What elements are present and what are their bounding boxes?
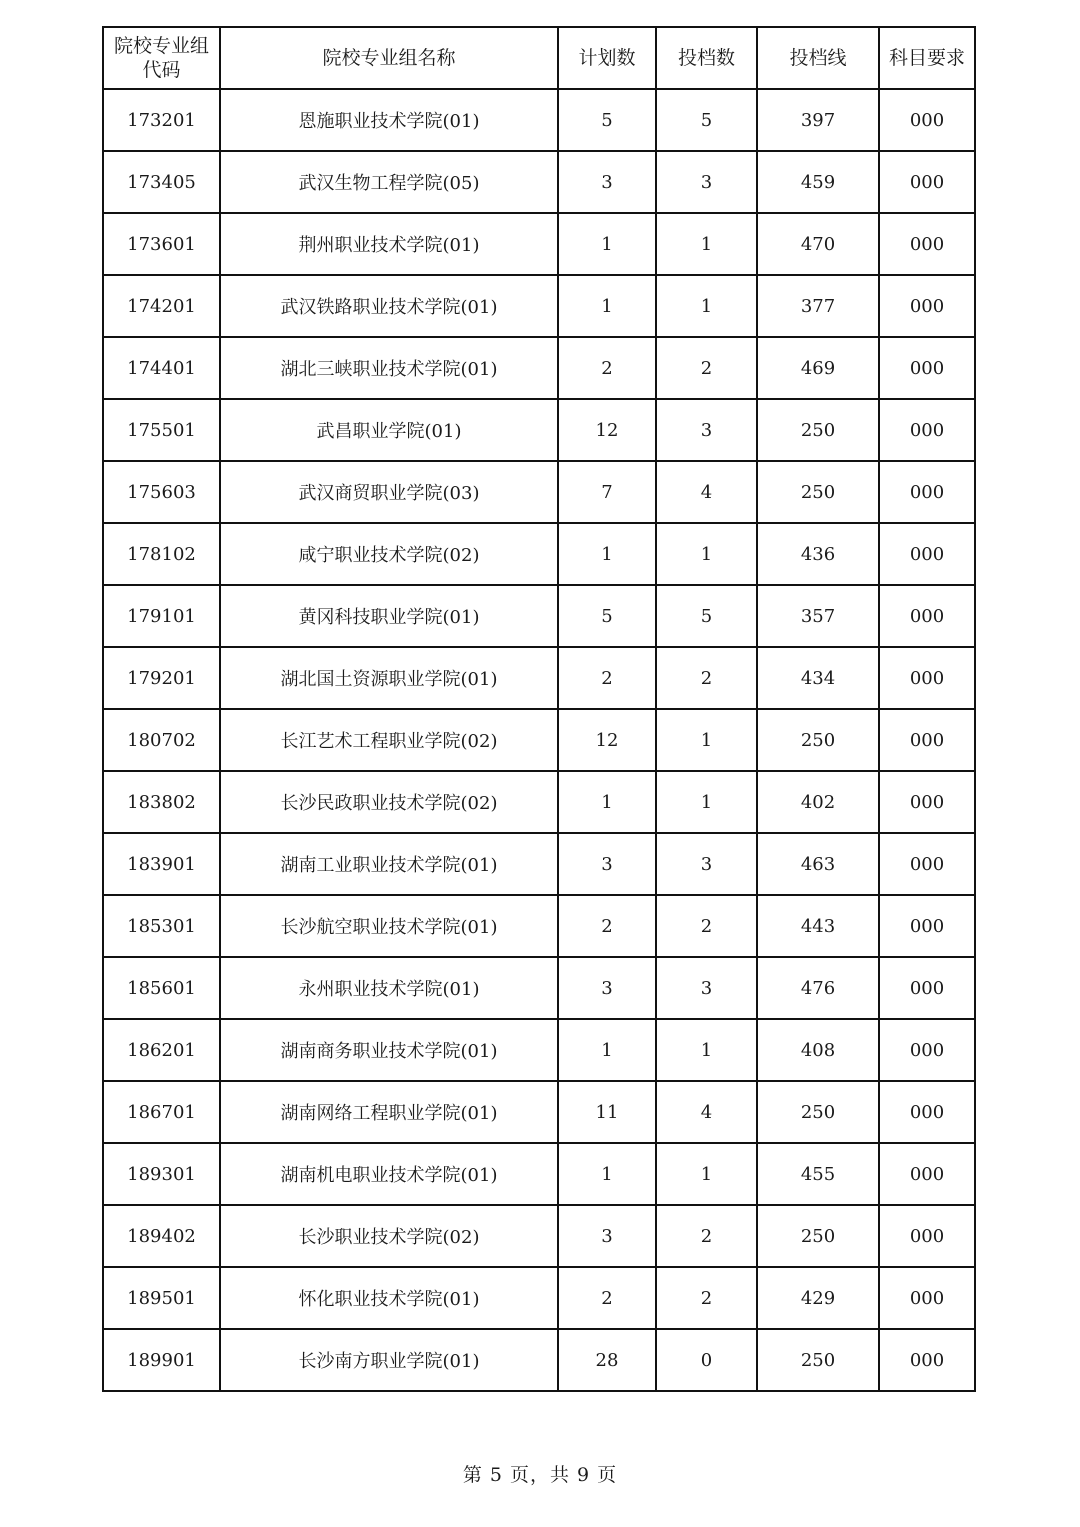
cell-subject: 000 — [879, 275, 975, 337]
cell-code: 185301 — [103, 895, 220, 957]
cell-count: 0 — [656, 1329, 757, 1391]
cell-name: 怀化职业技术学院(01) — [220, 1267, 558, 1329]
cell-code: 189901 — [103, 1329, 220, 1391]
cell-subject: 000 — [879, 833, 975, 895]
cell-subject: 000 — [879, 1019, 975, 1081]
cell-line: 397 — [757, 89, 879, 151]
cell-line: 470 — [757, 213, 879, 275]
cell-subject: 000 — [879, 399, 975, 461]
table-row — [103, 151, 975, 213]
cell-line: 357 — [757, 585, 879, 647]
cell-plan: 12 — [558, 399, 656, 461]
cell-code: 185601 — [103, 957, 220, 1019]
cell-line: 250 — [757, 709, 879, 771]
cell-count: 3 — [656, 957, 757, 1019]
cell-subject: 000 — [879, 1143, 975, 1205]
cell-code: 175603 — [103, 461, 220, 523]
cell-subject: 000 — [879, 1205, 975, 1267]
cell-count: 2 — [656, 1267, 757, 1329]
cell-count: 2 — [656, 647, 757, 709]
cell-plan: 12 — [558, 709, 656, 771]
cell-subject: 000 — [879, 585, 975, 647]
cell-code: 174201 — [103, 275, 220, 337]
cell-count: 1 — [656, 523, 757, 585]
table-row — [103, 89, 975, 151]
cell-count: 4 — [656, 1081, 757, 1143]
table-row — [103, 523, 975, 585]
table-row — [103, 585, 975, 647]
cell-name: 长沙民政职业技术学院(02) — [220, 771, 558, 833]
admission-table-container — [102, 26, 976, 1392]
cell-plan: 2 — [558, 647, 656, 709]
cell-code: 179201 — [103, 647, 220, 709]
cell-plan: 1 — [558, 523, 656, 585]
cell-subject: 000 — [879, 709, 975, 771]
cell-count: 2 — [656, 1205, 757, 1267]
cell-code: 183901 — [103, 833, 220, 895]
cell-code: 178102 — [103, 523, 220, 585]
table-row — [103, 957, 975, 1019]
cell-name: 长沙航空职业技术学院(01) — [220, 895, 558, 957]
cell-subject: 000 — [879, 461, 975, 523]
table-row — [103, 275, 975, 337]
cell-subject: 000 — [879, 89, 975, 151]
header-subject: 科目要求 — [879, 27, 975, 89]
cell-subject: 000 — [879, 1329, 975, 1391]
cell-code: 183802 — [103, 771, 220, 833]
cell-line: 250 — [757, 1329, 879, 1391]
table-row — [103, 647, 975, 709]
cell-plan: 5 — [558, 585, 656, 647]
cell-line: 436 — [757, 523, 879, 585]
cell-code: 189402 — [103, 1205, 220, 1267]
table-header-row — [103, 27, 975, 89]
cell-line: 476 — [757, 957, 879, 1019]
header-code: 院校专业组代码 — [103, 27, 220, 89]
cell-name: 湖北国土资源职业学院(01) — [220, 647, 558, 709]
cell-count: 1 — [656, 771, 757, 833]
cell-subject: 000 — [879, 957, 975, 1019]
page-number: 第 5 页，共 9 页 — [462, 1464, 618, 1486]
cell-name: 永州职业技术学院(01) — [220, 957, 558, 1019]
cell-plan: 3 — [558, 1205, 656, 1267]
cell-subject: 000 — [879, 213, 975, 275]
table-row — [103, 1205, 975, 1267]
cell-count: 1 — [656, 213, 757, 275]
cell-plan: 1 — [558, 1143, 656, 1205]
cell-plan: 11 — [558, 1081, 656, 1143]
cell-count: 3 — [656, 833, 757, 895]
cell-line: 429 — [757, 1267, 879, 1329]
cell-count: 3 — [656, 399, 757, 461]
cell-code: 173201 — [103, 89, 220, 151]
table-row — [103, 1143, 975, 1205]
cell-name: 湖南商务职业技术学院(01) — [220, 1019, 558, 1081]
cell-name: 长江艺术工程职业学院(02) — [220, 709, 558, 771]
cell-name: 武汉生物工程学院(05) — [220, 151, 558, 213]
table-row — [103, 1019, 975, 1081]
table-row — [103, 213, 975, 275]
cell-line: 434 — [757, 647, 879, 709]
cell-count: 3 — [656, 151, 757, 213]
table-row — [103, 337, 975, 399]
cell-subject: 000 — [879, 647, 975, 709]
table-row — [103, 1267, 975, 1329]
cell-name: 湖北三峡职业技术学院(01) — [220, 337, 558, 399]
header-line: 投档线 — [757, 27, 879, 89]
cell-code: 173601 — [103, 213, 220, 275]
cell-plan: 2 — [558, 337, 656, 399]
cell-subject: 000 — [879, 1267, 975, 1329]
cell-plan: 1 — [558, 1019, 656, 1081]
cell-line: 463 — [757, 833, 879, 895]
cell-count: 2 — [656, 895, 757, 957]
cell-plan: 28 — [558, 1329, 656, 1391]
cell-subject: 000 — [879, 337, 975, 399]
cell-line: 443 — [757, 895, 879, 957]
cell-name: 咸宁职业技术学院(02) — [220, 523, 558, 585]
cell-code: 175501 — [103, 399, 220, 461]
cell-name: 武汉铁路职业技术学院(01) — [220, 275, 558, 337]
table-row — [103, 833, 975, 895]
cell-plan: 2 — [558, 1267, 656, 1329]
table-row — [103, 895, 975, 957]
cell-plan: 7 — [558, 461, 656, 523]
cell-subject: 000 — [879, 895, 975, 957]
cell-count: 1 — [656, 1143, 757, 1205]
table-row — [103, 709, 975, 771]
cell-subject: 000 — [879, 523, 975, 585]
cell-code: 186701 — [103, 1081, 220, 1143]
cell-plan: 3 — [558, 957, 656, 1019]
cell-line: 402 — [757, 771, 879, 833]
cell-plan: 3 — [558, 833, 656, 895]
cell-line: 250 — [757, 1081, 879, 1143]
cell-subject: 000 — [879, 771, 975, 833]
cell-code: 173405 — [103, 151, 220, 213]
cell-name: 恩施职业技术学院(01) — [220, 89, 558, 151]
cell-count: 1 — [656, 709, 757, 771]
header-plan: 计划数 — [558, 27, 656, 89]
table-body — [103, 89, 975, 1391]
cell-name: 湖南工业职业技术学院(01) — [220, 833, 558, 895]
cell-code: 180702 — [103, 709, 220, 771]
table-row — [103, 1081, 975, 1143]
cell-plan: 1 — [558, 213, 656, 275]
header-count: 投档数 — [656, 27, 757, 89]
cell-count: 2 — [656, 337, 757, 399]
cell-name: 武汉商贸职业学院(03) — [220, 461, 558, 523]
cell-name: 湖南机电职业技术学院(01) — [220, 1143, 558, 1205]
cell-count: 5 — [656, 585, 757, 647]
cell-plan: 2 — [558, 895, 656, 957]
cell-plan: 1 — [558, 771, 656, 833]
cell-subject: 000 — [879, 151, 975, 213]
cell-line: 459 — [757, 151, 879, 213]
cell-line: 455 — [757, 1143, 879, 1205]
table-row — [103, 399, 975, 461]
cell-plan: 1 — [558, 275, 656, 337]
cell-count: 1 — [656, 275, 757, 337]
cell-line: 377 — [757, 275, 879, 337]
table-row — [103, 461, 975, 523]
cell-code: 189501 — [103, 1267, 220, 1329]
cell-subject: 000 — [879, 1081, 975, 1143]
cell-code: 189301 — [103, 1143, 220, 1205]
cell-code: 186201 — [103, 1019, 220, 1081]
cell-name: 武昌职业学院(01) — [220, 399, 558, 461]
cell-plan: 5 — [558, 89, 656, 151]
cell-plan: 3 — [558, 151, 656, 213]
cell-line: 250 — [757, 461, 879, 523]
admission-table — [102, 26, 976, 1392]
cell-name: 黄冈科技职业学院(01) — [220, 585, 558, 647]
cell-name: 长沙职业技术学院(02) — [220, 1205, 558, 1267]
cell-count: 5 — [656, 89, 757, 151]
cell-count: 1 — [656, 1019, 757, 1081]
cell-code: 174401 — [103, 337, 220, 399]
header-name: 院校专业组名称 — [220, 27, 558, 89]
cell-name: 长沙南方职业学院(01) — [220, 1329, 558, 1391]
cell-count: 4 — [656, 461, 757, 523]
cell-line: 250 — [757, 399, 879, 461]
table-row — [103, 771, 975, 833]
cell-name: 湖南网络工程职业学院(01) — [220, 1081, 558, 1143]
cell-line: 469 — [757, 337, 879, 399]
cell-line: 250 — [757, 1205, 879, 1267]
cell-code: 179101 — [103, 585, 220, 647]
table-row — [103, 1329, 975, 1391]
cell-name: 荆州职业技术学院(01) — [220, 213, 558, 275]
cell-line: 408 — [757, 1019, 879, 1081]
